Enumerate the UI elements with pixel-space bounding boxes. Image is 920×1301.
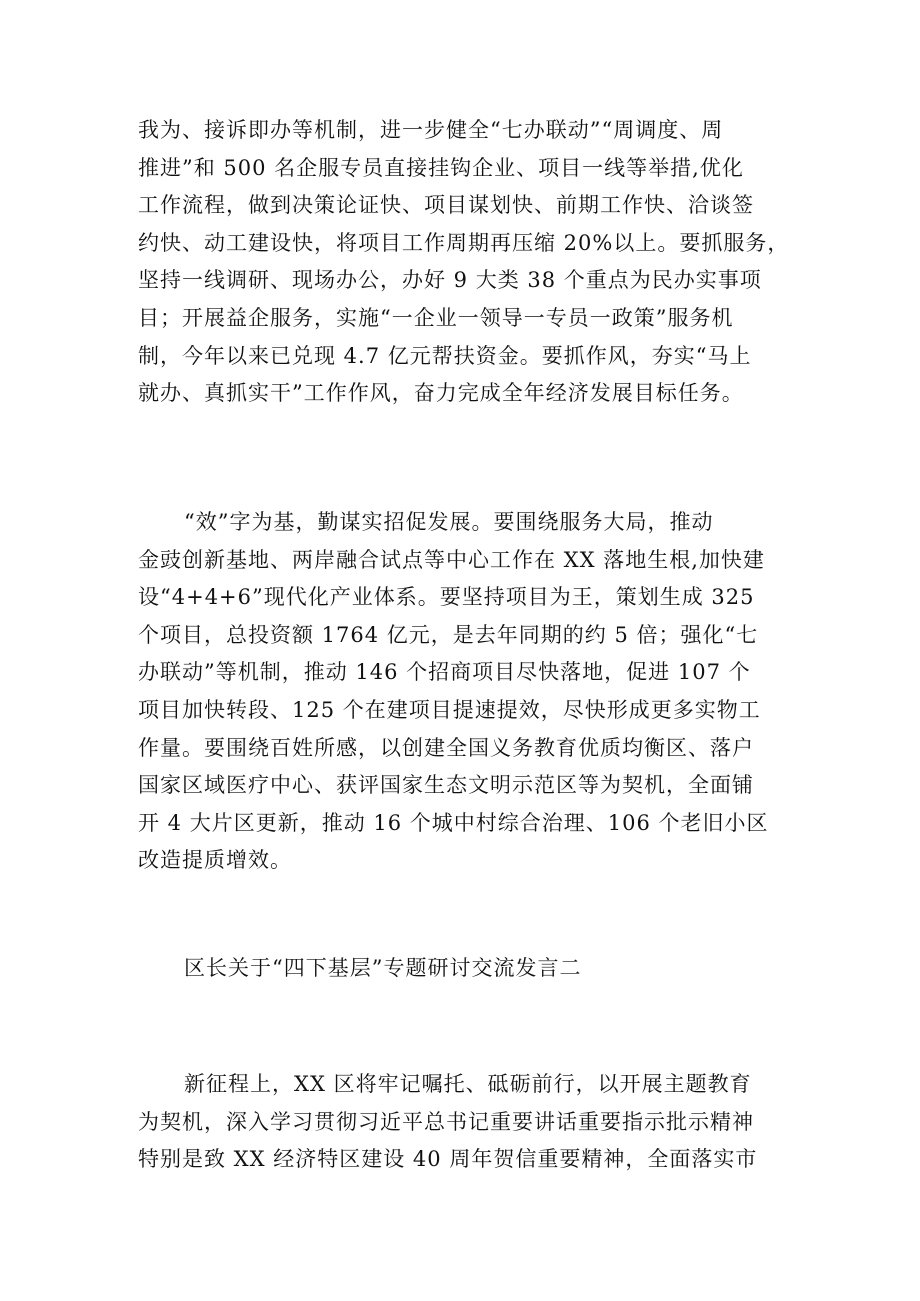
text-line: 开 4 大片区更新，推动 16 个城中村综合治理、106 个老旧小区 <box>138 810 769 835</box>
text-line: 项目加快转段、125 个在建项目提速提效，尽快形成更多实物工 <box>138 697 761 722</box>
paragraph-2 <box>138 504 798 880</box>
text-line: 新征程上，XX 区将牢记嘱托、砥砺前行，以开展主题教育 <box>184 1072 752 1096</box>
text-line: 我为、接诉即办等机制，进一步健全“七办联动”“周调度、周 <box>138 118 724 142</box>
text-line: 工作流程，做到决策论证快、项目谋划快、前期工作快、洽谈签 <box>138 193 754 218</box>
text-line: 作量。要围绕百姓所感，以创建全国义务教育优质均衡区、落户 <box>138 735 754 760</box>
text-line: 办联动”等机制，推动 146 个招商项目尽快落地，促进 107 个 <box>138 660 751 685</box>
text-line: 金豉创新基地、两岸融合试点等中心工作在 XX 落地生根,加快建 <box>138 547 765 572</box>
text-line: 坚持一线调研、现场办公，办好 9 大类 38 个重点为民办实事项 <box>138 268 762 293</box>
text-line: 改造提质增效。 <box>138 848 292 873</box>
text-line: 就办、真抓实干”工作作风，奋力完成全年经济发展目标任务。 <box>138 381 744 406</box>
text-line: 制，今年以来已兑现 4.7 亿元帮扶资金。要抓作风，夯实“马上 <box>138 343 752 368</box>
text-line: 目；开展益企服务，实施“一企业一领导一专员一政策”服务机 <box>138 305 734 330</box>
text-line: 国家区域医疗中心、获评国家生态文明示范区等为契机，全面铺 <box>138 773 754 798</box>
section-heading <box>138 950 798 988</box>
text-line: 约快、动工建设快，将项目工作周期再压缩 20%以上。要抓服务， <box>138 230 790 255</box>
text-line: 为契机，深入学习贯彻习近平总书记重要讲话重要指示批示精神 <box>138 1109 754 1134</box>
text-line: 特别是致 XX 经济特区建设 40 周年贺信重要精神，全面落实市 <box>138 1147 758 1172</box>
paragraph-4 <box>138 1066 798 1179</box>
text-line: 个项目，总投资额 1764 亿元，是去年同期的约 5 倍；强化“七 <box>138 622 759 647</box>
text-line: 推进”和 500 名企服专员直接挂钩企业、项目一线等举措,优化 <box>138 155 744 180</box>
paragraph-1 <box>138 112 798 413</box>
text-line: “效”字为基，勤谋实招促发展。要围绕服务大局，推动 <box>184 510 714 534</box>
text-line: 设“4+4+6”现代化产业体系。要坚持项目为王，策划生成 325 <box>138 585 755 610</box>
heading-text: 区长关于“四下基层”专题研讨交流发言二 <box>184 956 582 980</box>
